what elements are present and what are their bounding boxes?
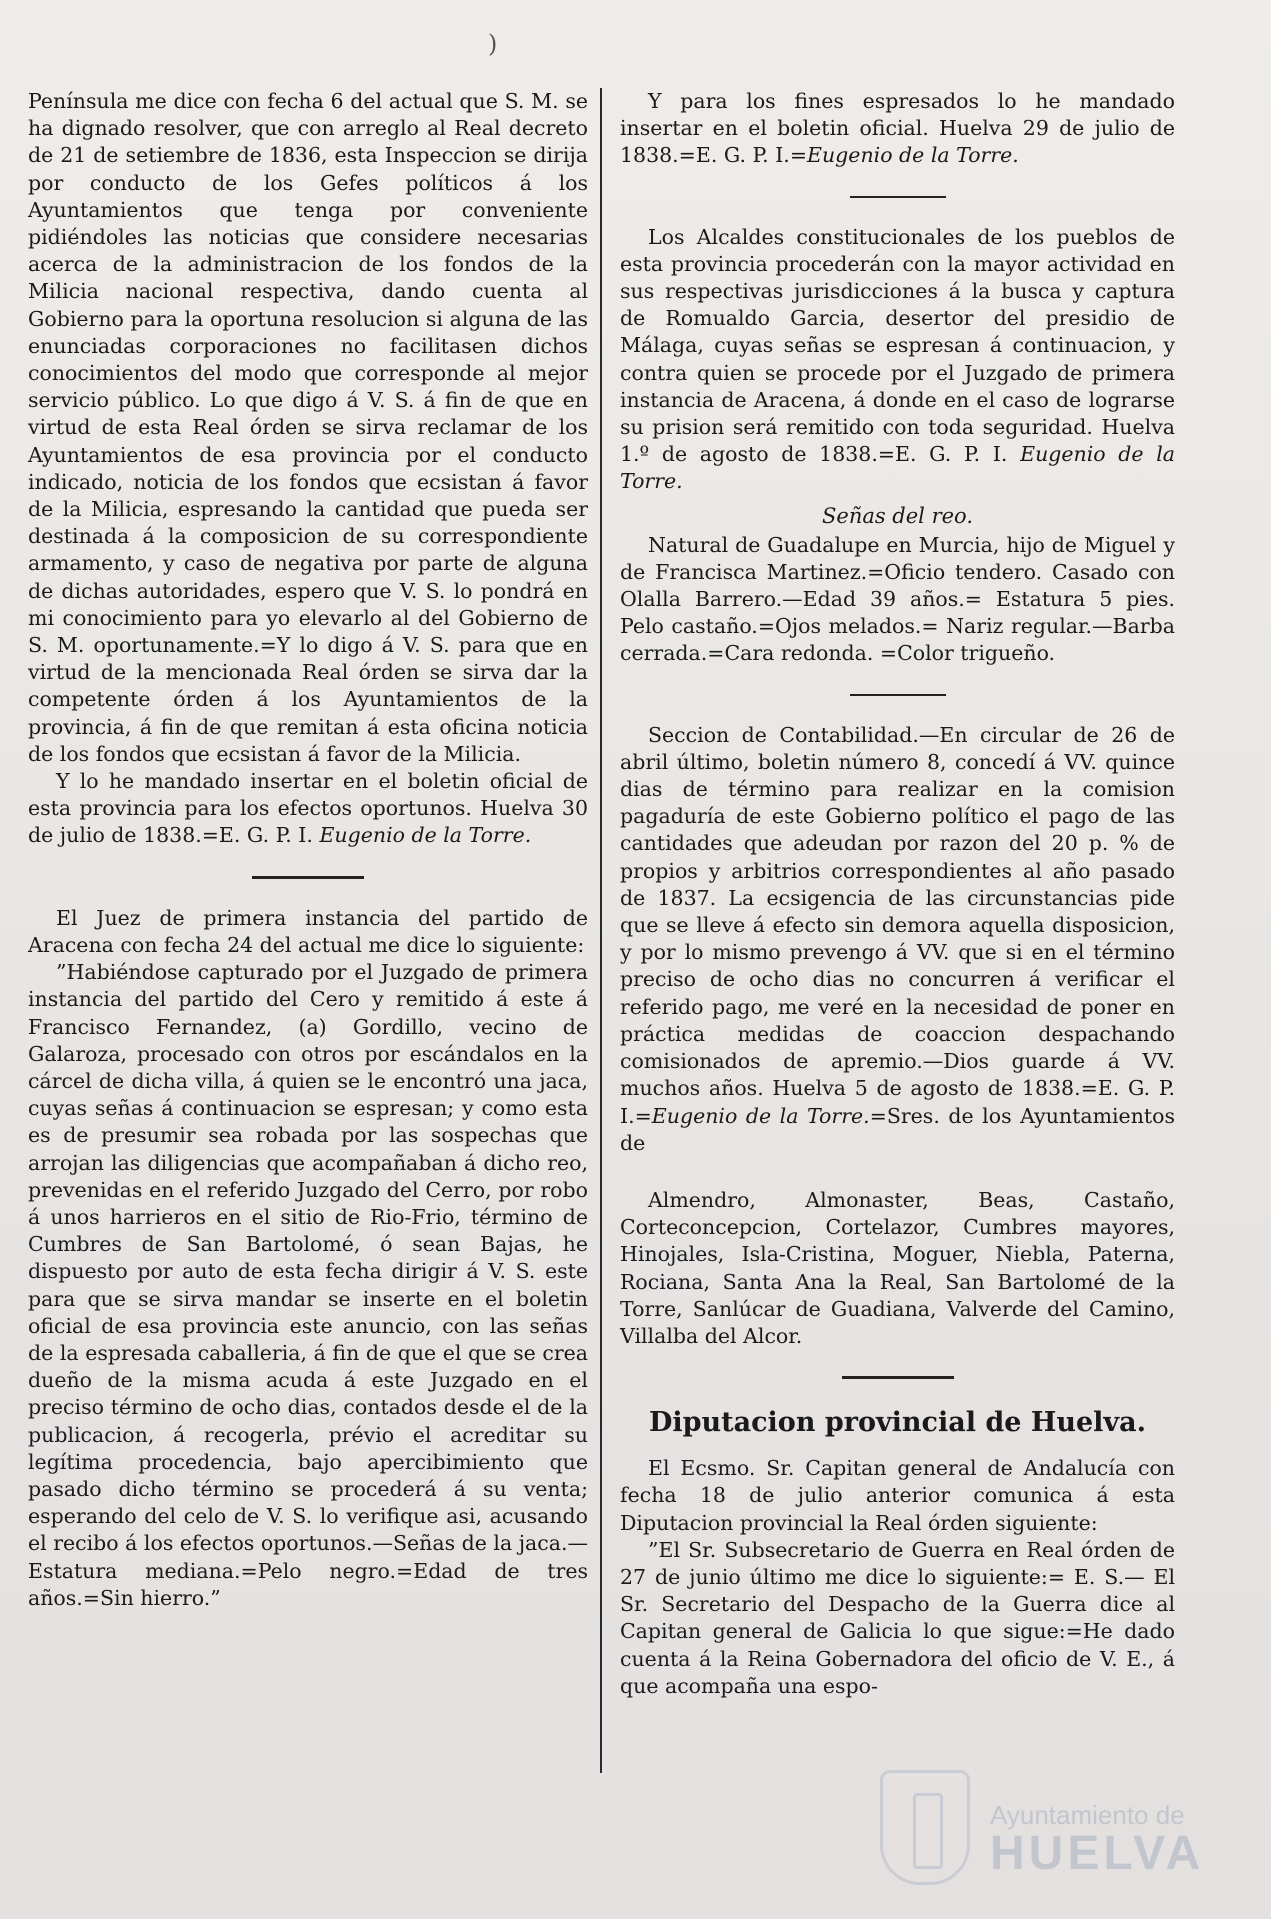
right-column — [620, 88, 1175, 1700]
right-alcaldes-signature: Eugenio de la Torre. — [620, 442, 1175, 494]
right-paragraph-senas: Natural de Guadalupe en Murcia, hijo de Miguel y de Francisca Martinez.=Oficio tendero. Casado con Olalla Barrero.—Edad 39 años.= Estatura 5 pies. Pelo castaño.=Ojos melados.= Nariz regular.—Barba cerrada.=Cara redonda. =Color trigueño. — [620, 532, 1175, 666]
left-column — [28, 88, 588, 1612]
page-mark: ) — [488, 30, 498, 58]
right-insert-signature: Eugenio de la Torre. — [807, 143, 1019, 168]
right-paragraph-contabilidad — [620, 722, 1175, 1157]
right-paragraph-insert — [620, 88, 1175, 170]
left-paragraph-insert — [28, 768, 588, 850]
column-divider — [600, 88, 602, 1773]
right-alcaldes-text: Los Alcaldes constitucionales de los pueblos de esta provincia procederán con la mayor actividad en sus respectivas jurisdicciones á la busca y captura de Romualdo Garcia, desertor del presidio de Málaga, cuyas señas se espresan á continuacion, y contra quien se procede por el Juzgado de primera instancia de Aracena, á donde en el caso de lograrse su prision será remitido con toda seguridad. Huelva 1.º de agosto de 1838.=E. G. P. I. — [620, 224, 1175, 467]
right-paragraph-towns: Almendro, Almonaster, Beas, Castaño, Corteconcepcion, Cortelazor, Cumbres mayores, Hinojales, Isla-Cristina, Moguer, Niebla, Paterna, Rociana, Santa Ana la Real, San Bartolomé de la Torre, Sanlúcar de Guadiana, Valverde del Camino, Villalba del Alcor. — [620, 1187, 1175, 1348]
coat-of-arms-icon — [880, 1770, 970, 1885]
separator-rule — [252, 876, 364, 879]
watermark — [880, 1770, 1240, 1890]
right-contabilidad-signature: Eugenio de la Torre. — [651, 1103, 870, 1128]
left-insert-signature: Eugenio de la Torre. — [319, 823, 532, 848]
watermark-line1: Ayuntamiento de — [990, 1800, 1185, 1830]
left-paragraph-quote: ”Habiéndose capturado por el Juzgado de primera instancia del partido del Cero y remitido á este á Francisco Fernandez, (a) Gordillo, vecino de Galaroza, procesado con otros por escándalos en la cárcel de dicha villa, á quien se le encontró una jaca, cuyas señas á continuacion se espresan; y como esta es de presumir sea robada por las sospechas que arrojan las diligencias que acompañaban á dicho reo, prevenidas en el referido Juzgado del Cerro, por robo á unos harrieros en el sitio de Rio-Frio, término de Cumbres de San Bartolomé, ó sean Bajas, he dispuesto por auto de esta fecha dirigir á V. S. este para que se sirva mandar se inserte en el boletin oficial de esa provincia este anuncio, con las señas de la espresada caballeria, á fin de que el que se crea dueño de la misma acuda á este Juzgado en el preciso término de ocho dias, contados desde el de la publicacion, á recogerla, prévio el acreditar su legítima procedencia, bajo apercibimiento que pasado dicho término se procederá á su venta; esperando del celo de V. S. lo verifique asi, acusando el recibo á los efectos oportunos.—Señas de la jaca.—Estatura mediana.=Pelo negro.=Edad de tres años.=Sin hierro.” — [28, 960, 588, 1610]
right-contabilidad-tail: =Sres. de los Ayuntamientos de — [620, 1103, 1175, 1155]
subheading-senas: Señas del reo. — [822, 503, 973, 528]
separator-rule — [842, 1376, 954, 1379]
separator-rule — [850, 196, 946, 198]
section-title-diputacion: Diputacion provincial de Huelva. — [648, 1407, 1147, 1439]
left-paragraph-militia: Península me dice con fecha 6 del actual que S. M. se ha dignado resolver, que con arreglo al Real decreto de 21 de setiembre de 1836, esta Inspeccion se dirija por conducto de los Gefes políticos á los Ayuntamientos que tenga por conveniente pidiéndoles las noticias que considere necesarias acerca de la administracion de los fondos de la Milicia nacional respectiva, dando cuenta al Gobierno para la oportuna resolucion si alguna de las enunciadas corporaciones no facilitasen dichos conocimientos del modo que corresponde al mejor servicio público. Lo que digo á V. S. á fin de que en virtud de esta Real órden se sirva reclamar de los Ayuntamientos de esa provincia por el conducto indicado, noticia de los fondos que ecsistan á favor de la Milicia, espresando la cantidad que pueda ser destinada á la composicion de su correspondiente armamento, y caso de negativa por parte de alguna de dichas autoridades, espero que V. S. lo pondrá en mi conocimiento para yo elevarlo al del Gobierno de S. M. oportunamente.=Y lo digo á V. S. para que en virtud de la mencionada Real órden se sirva dar la competente órden á los Ayuntamientos de la provincia, á fin de que remitan á esta oficina noticia de los fondos que ecsistan á favor de la Milicia. — [28, 89, 588, 766]
right-insert-text: Y para los fines espresados lo he mandado insertar en el boletin oficial. Huelva 29 de julio de 1838.=E. G. P. I.= — [620, 89, 1175, 168]
right-paragraph-alcaldes — [620, 224, 1175, 496]
right-paragraph-real-orden: ”El Sr. Subsecretario de Guerra en Real órden de 27 de junio último me dice lo siguiente:= E. S.— El Sr. Secretario del Despacho de la Guerra dice al Capitan general de Galicia lo que sigue:=He dado cuenta á la Reina Gobernadora del oficio de V. E., á que acompaña una espo- — [620, 1537, 1175, 1698]
separator-rule — [850, 694, 946, 696]
right-contabilidad-text: Seccion de Contabilidad.—En circular de 26 de abril último, boletin número 8, concedí á VV. quince dias de término para realizar en la comision pagaduría de este Gobierno político el pago de las cantidades que adeudan por razon del 20 p. % de propios y arbitrios correspondientes al año pasado de 1837. La ecsigencia de las circunstancias pide que se lleve á efecto sin demora aquella disposicion, y por lo mismo prevengo á VV. que si en el término preciso de ocho dias no concurren á verificar el referido pago, me veré en la necesidad de poner en práctica medidas de coaccion despachando comisionados de apremio.—Dios guarde á VV. muchos años. Huelva 5 de agosto de 1838.=E. G. P. I.= — [620, 722, 1175, 1128]
left-paragraph-judge: El Juez de primera instancia del partido de Aracena con fecha 24 del actual me dice lo siguiente: — [28, 905, 588, 957]
left-insert-text: Y lo he mandado insertar en el boletin oficial de esta provincia para los efectos oportunos. Huelva 30 de julio de 1838.=E. G. P. I. — [28, 769, 588, 848]
watermark-line2: HUELVA — [990, 1827, 1205, 1880]
right-paragraph-capitan: El Ecsmo. Sr. Capitan general de Andalucía con fecha 18 de julio anterior comunica á esta Diputacion provincial la Real órden siguiente: — [620, 1456, 1175, 1535]
